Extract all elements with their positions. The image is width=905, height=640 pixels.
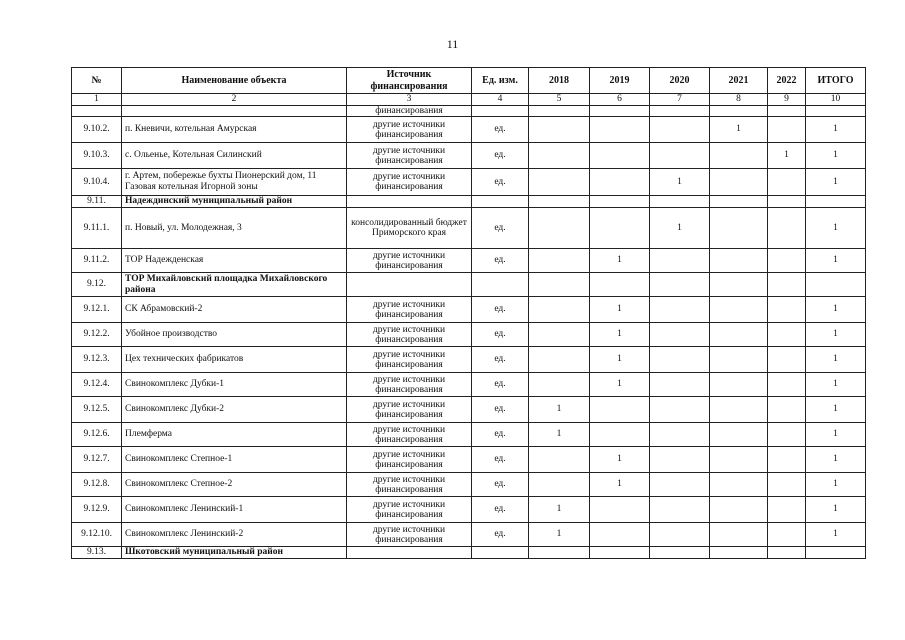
cell-total: 1: [806, 397, 866, 423]
cell-2019: 1: [590, 347, 650, 373]
cell-object-name: Свинокомплекс Дубки-2: [122, 397, 347, 423]
cell-2020: [650, 547, 710, 559]
cell-2020: [650, 196, 710, 208]
cell-funding-source: другие источники финансирования: [347, 143, 472, 169]
cell-2018: [529, 117, 590, 143]
table-row: [72, 347, 866, 373]
cell-2022: [768, 397, 806, 423]
cell-2018: 1: [529, 497, 590, 523]
cell-unit: ед.: [472, 397, 529, 423]
cell-total: [806, 196, 866, 208]
table-row: [72, 523, 866, 547]
cell-object-name: Шкотовский муниципальный район: [122, 547, 347, 559]
column-number-row: [72, 94, 866, 106]
table-row: [72, 497, 866, 523]
cell-number: 9.12.3.: [72, 347, 122, 373]
cell-number: 9.12.5.: [72, 397, 122, 423]
cell-funding-source: другие источники финансирования: [347, 323, 472, 347]
cell-2022: [768, 523, 806, 547]
cell-number: 9.10.3.: [72, 143, 122, 169]
cell-2021: 1: [710, 117, 768, 143]
cell-total: 1: [806, 323, 866, 347]
header-2019: 2019: [590, 68, 650, 94]
cell-funding-source: консолидированный бюджет Приморского края: [347, 208, 472, 249]
cell-funding-source: другие источники финансирования: [347, 423, 472, 447]
page-number: 11: [446, 37, 459, 51]
cell-object-name: Племферма: [122, 423, 347, 447]
column-number: 6: [590, 94, 650, 106]
section-row: [72, 547, 866, 559]
cell-total: 1: [806, 423, 866, 447]
cell-2020: [650, 397, 710, 423]
cell-funding-source: [347, 547, 472, 559]
cell-2021: [710, 143, 768, 169]
cell-2022: [768, 497, 806, 523]
cell-object-name: Свинокомплекс Дубки-1: [122, 373, 347, 397]
cell-unit: [472, 196, 529, 208]
cell-2020: [650, 447, 710, 473]
cell-2018: [529, 249, 590, 273]
column-number: 10: [806, 94, 866, 106]
cell-unit: [472, 273, 529, 297]
cell-2022: [768, 323, 806, 347]
cell-funding-source: другие источники финансирования: [347, 397, 472, 423]
cell-total: 1: [806, 169, 866, 196]
cell-2020: [650, 297, 710, 323]
cell-object-name: ТОР Михайловский площадка Михайловского района: [122, 273, 347, 297]
cell-2019: 1: [590, 323, 650, 347]
cell-object-name: [122, 106, 347, 117]
cell-total: [806, 547, 866, 559]
cell-number: 9.10.4.: [72, 169, 122, 196]
table-row: [72, 106, 866, 117]
cell-2020: [650, 497, 710, 523]
cell-2018: [529, 208, 590, 249]
cell-number: 9.12.: [72, 273, 122, 297]
cell-2018: [529, 273, 590, 297]
cell-2019: [590, 523, 650, 547]
cell-2022: [768, 297, 806, 323]
cell-number: 9.13.: [72, 547, 122, 559]
column-number: 2: [122, 94, 347, 106]
objects-table: [71, 67, 866, 559]
cell-2019: [590, 423, 650, 447]
cell-object-name: п. Новый, ул. Молодежная, 3: [122, 208, 347, 249]
table-row: [72, 249, 866, 273]
cell-2018: [529, 373, 590, 397]
cell-2020: 1: [650, 169, 710, 196]
cell-2019: [590, 547, 650, 559]
cell-2019: [590, 208, 650, 249]
cell-total: 1: [806, 347, 866, 373]
cell-unit: ед.: [472, 117, 529, 143]
cell-2019: [590, 273, 650, 297]
cell-unit: ед.: [472, 497, 529, 523]
cell-2020: [650, 143, 710, 169]
cell-total: 1: [806, 497, 866, 523]
cell-object-name: п. Кневичи, котельная Амурская: [122, 117, 347, 143]
cell-2020: [650, 106, 710, 117]
cell-unit: ед.: [472, 169, 529, 196]
table-body: [72, 106, 866, 559]
cell-2022: [768, 373, 806, 397]
cell-2018: [529, 473, 590, 497]
cell-funding-source: [347, 196, 472, 208]
cell-number: 9.11.1.: [72, 208, 122, 249]
cell-2020: [650, 523, 710, 547]
cell-2019: 1: [590, 297, 650, 323]
cell-2021: [710, 249, 768, 273]
cell-total: 1: [806, 297, 866, 323]
cell-2019: [590, 397, 650, 423]
column-number: 3: [347, 94, 472, 106]
cell-2022: [768, 169, 806, 196]
cell-2021: [710, 323, 768, 347]
cell-unit: ед.: [472, 208, 529, 249]
cell-2022: [768, 208, 806, 249]
cell-2021: [710, 423, 768, 447]
cell-2020: [650, 373, 710, 397]
cell-2018: 1: [529, 397, 590, 423]
header-source: Источник финансирования: [347, 68, 472, 94]
cell-2022: [768, 196, 806, 208]
table-row: [72, 169, 866, 196]
cell-total: 1: [806, 447, 866, 473]
cell-unit: ед.: [472, 423, 529, 447]
table-row: [72, 297, 866, 323]
cell-2019: [590, 143, 650, 169]
header-2022: 2022: [768, 68, 806, 94]
table-row: [72, 397, 866, 423]
cell-2020: [650, 423, 710, 447]
cell-funding-source: другие источники финансирования: [347, 373, 472, 397]
cell-2022: [768, 473, 806, 497]
cell-2020: [650, 323, 710, 347]
table-row: [72, 447, 866, 473]
header-2021: 2021: [710, 68, 768, 94]
cell-funding-source: другие источники финансирования: [347, 297, 472, 323]
cell-2020: [650, 249, 710, 273]
cell-number: [72, 106, 122, 117]
cell-2019: 1: [590, 249, 650, 273]
table-row: [72, 117, 866, 143]
table-row: [72, 423, 866, 447]
cell-2020: [650, 473, 710, 497]
cell-2019: [590, 196, 650, 208]
cell-total: 1: [806, 523, 866, 547]
cell-2021: [710, 106, 768, 117]
cell-2019: [590, 106, 650, 117]
cell-unit: ед.: [472, 347, 529, 373]
cell-object-name: Свинокомплекс Степное-2: [122, 473, 347, 497]
cell-2021: [710, 297, 768, 323]
cell-2021: [710, 373, 768, 397]
cell-unit: ед.: [472, 473, 529, 497]
cell-2020: [650, 347, 710, 373]
cell-2018: [529, 196, 590, 208]
cell-2022: [768, 423, 806, 447]
cell-funding-source: другие источники финансирования: [347, 523, 472, 547]
cell-funding-source: другие источники финансирования: [347, 249, 472, 273]
cell-object-name: ТОР Надежденская: [122, 249, 347, 273]
table-row: [72, 208, 866, 249]
section-row: [72, 196, 866, 208]
cell-funding-source: другие источники финансирования: [347, 447, 472, 473]
cell-2021: [710, 547, 768, 559]
section-row: [72, 273, 866, 297]
cell-number: 9.12.10.: [72, 523, 122, 547]
cell-total: 1: [806, 473, 866, 497]
cell-object-name: Убойное производство: [122, 323, 347, 347]
cell-2018: [529, 547, 590, 559]
cell-2022: [768, 547, 806, 559]
cell-total: [806, 273, 866, 297]
cell-number: 9.12.2.: [72, 323, 122, 347]
cell-number: 9.12.4.: [72, 373, 122, 397]
cell-unit: [472, 106, 529, 117]
cell-funding-source: другие источники финансирования: [347, 117, 472, 143]
table-row: [72, 323, 866, 347]
cell-2022: [768, 273, 806, 297]
column-number: 7: [650, 94, 710, 106]
cell-2020: 1: [650, 208, 710, 249]
cell-2018: [529, 169, 590, 196]
cell-object-name: Надеждинский муниципальный район: [122, 196, 347, 208]
cell-funding-source: другие источники финансирования: [347, 497, 472, 523]
cell-object-name: Свинокомплекс Степное-1: [122, 447, 347, 473]
header-unit: Ед. изм.: [472, 68, 529, 94]
cell-unit: ед.: [472, 523, 529, 547]
table-row: [72, 473, 866, 497]
cell-total: 1: [806, 373, 866, 397]
header-total: ИТОГО: [806, 68, 866, 94]
cell-2022: [768, 347, 806, 373]
cell-funding-source: [347, 273, 472, 297]
cell-unit: ед.: [472, 297, 529, 323]
cell-funding-source: финансирования: [347, 106, 472, 117]
cell-funding-source: другие источники финансирования: [347, 347, 472, 373]
cell-funding-source: другие источники финансирования: [347, 473, 472, 497]
column-number: 1: [72, 94, 122, 106]
cell-total: 1: [806, 249, 866, 273]
header-row: [72, 68, 866, 94]
table-row: [72, 143, 866, 169]
cell-number: 9.12.1.: [72, 297, 122, 323]
cell-unit: ед.: [472, 249, 529, 273]
cell-total: [806, 106, 866, 117]
cell-2022: [768, 106, 806, 117]
cell-number: 9.12.6.: [72, 423, 122, 447]
cell-2021: [710, 473, 768, 497]
cell-unit: ед.: [472, 373, 529, 397]
column-number: 9: [768, 94, 806, 106]
cell-unit: ед.: [472, 143, 529, 169]
cell-unit: ед.: [472, 323, 529, 347]
cell-2021: [710, 447, 768, 473]
cell-funding-source: другие источники финансирования: [347, 169, 472, 196]
header-no: №: [72, 68, 122, 94]
cell-2021: [710, 347, 768, 373]
cell-2018: [529, 347, 590, 373]
cell-number: 9.10.2.: [72, 117, 122, 143]
cell-2022: [768, 249, 806, 273]
cell-2021: [710, 196, 768, 208]
column-number: 8: [710, 94, 768, 106]
cell-2018: [529, 106, 590, 117]
header-2018: 2018: [529, 68, 590, 94]
cell-object-name: г. Артем, побережье бухты Пионерский дом, 11 Газовая котельная Игорной зоны: [122, 169, 347, 196]
cell-2021: [710, 273, 768, 297]
cell-2019: [590, 497, 650, 523]
cell-2019: [590, 117, 650, 143]
cell-2022: [768, 117, 806, 143]
cell-object-name: Цех технических фабрикатов: [122, 347, 347, 373]
cell-2020: [650, 273, 710, 297]
header-2020: 2020: [650, 68, 710, 94]
cell-2021: [710, 497, 768, 523]
cell-2018: [529, 323, 590, 347]
cell-object-name: СК Абрамовский-2: [122, 297, 347, 323]
cell-number: 9.11.2.: [72, 249, 122, 273]
cell-total: 1: [806, 208, 866, 249]
column-number: 5: [529, 94, 590, 106]
cell-2018: [529, 143, 590, 169]
cell-total: 1: [806, 117, 866, 143]
cell-2021: [710, 523, 768, 547]
cell-2018: [529, 297, 590, 323]
cell-2018: 1: [529, 423, 590, 447]
header-name: Наименование объекта: [122, 68, 347, 94]
cell-2021: [710, 169, 768, 196]
cell-2022: 1: [768, 143, 806, 169]
cell-2019: 1: [590, 473, 650, 497]
cell-2021: [710, 397, 768, 423]
cell-2019: 1: [590, 447, 650, 473]
cell-unit: ед.: [472, 447, 529, 473]
cell-unit: [472, 547, 529, 559]
cell-number: 9.12.9.: [72, 497, 122, 523]
cell-2019: 1: [590, 373, 650, 397]
cell-2022: [768, 447, 806, 473]
column-number: 4: [472, 94, 529, 106]
cell-2018: [529, 447, 590, 473]
cell-2019: [590, 169, 650, 196]
cell-number: 9.12.8.: [72, 473, 122, 497]
cell-total: 1: [806, 143, 866, 169]
cell-2020: [650, 117, 710, 143]
cell-object-name: Свинокомплекс Ленинский-2: [122, 523, 347, 547]
cell-number: 9.12.7.: [72, 447, 122, 473]
cell-number: 9.11.: [72, 196, 122, 208]
cell-object-name: Свинокомплекс Ленинский-1: [122, 497, 347, 523]
cell-2018: 1: [529, 523, 590, 547]
table-row: [72, 373, 866, 397]
cell-2021: [710, 208, 768, 249]
cell-object-name: с. Ольенье, Котельная Силинский: [122, 143, 347, 169]
